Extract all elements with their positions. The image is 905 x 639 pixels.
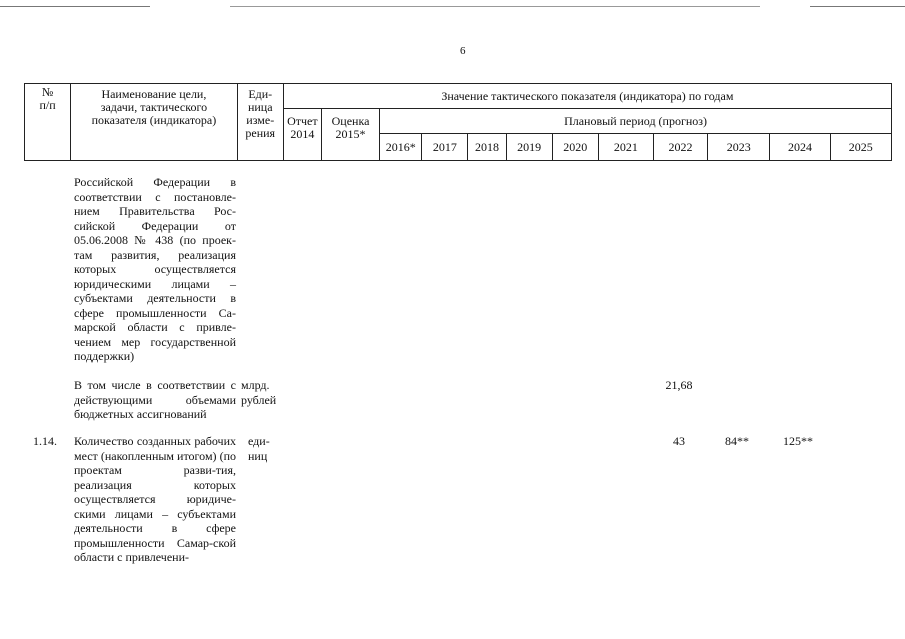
row-1-14-value-2024: 125** [783, 434, 813, 448]
header-num: № п/п [25, 84, 71, 161]
header-value-group: Значение тактического показателя (индикатора) по годам [283, 84, 891, 109]
header-estimate-2015: Оценка 2015* [321, 109, 379, 161]
row-budget-text: В том числе в соответствии с действующими объемами бюджетных ассигнований [74, 378, 236, 421]
header-year-2022: 2022 [653, 134, 707, 161]
header-year-2016: 2016* [380, 134, 422, 161]
row-continuation-text: Российской Федерации в соответствии с постановле-нием Правительства Рос-сийской Федерации от 05.06.2008 № 438 (по проек-там развития, реализация которых осуществляется юридическими лицами – субъектами деятельности в сфере промышленности Са-марской области с привле-чением мер государственной поддержки) [74, 175, 236, 363]
indicator-table-header [24, 83, 892, 161]
row-1-14-unit: еди-ниц [248, 434, 270, 463]
page-number: 6 [460, 45, 466, 57]
scan-edge-line-mid [230, 6, 760, 7]
header-report-2014: Отчет 2014 [283, 109, 321, 161]
row-1-14-value-2022: 43 [673, 434, 685, 448]
header-year-2020: 2020 [552, 134, 598, 161]
header-year-2019: 2019 [506, 134, 552, 161]
row-1-14-value-2023: 84** [725, 434, 749, 448]
header-name: Наименование цели, задачи, тактического показателя (индикатора) [71, 84, 238, 161]
row-1-14-num: 1.14. [33, 434, 57, 448]
scan-edge-line-right [810, 6, 905, 7]
row-1-14-text: Количество созданных рабочих мест (накопленным итогом) (по проектам разви-тия, реализация которых осуществляется юридиче-скими лицами – субъектами деятельности в сфере промышленности Самар-ской области с привлечени- [74, 434, 236, 564]
header-year-2023: 2023 [708, 134, 770, 161]
header-year-2018: 2018 [468, 134, 506, 161]
row-budget-unit: млрд. рублей [241, 378, 277, 407]
header-unit: Еди-ница изме-рения [237, 84, 283, 161]
header-year-2021: 2021 [598, 134, 653, 161]
header-year-2017: 2017 [422, 134, 468, 161]
header-year-2025: 2025 [830, 134, 891, 161]
header-year-2024: 2024 [770, 134, 830, 161]
row-budget-value-2022: 21,68 [665, 378, 693, 392]
scan-edge-line-left [0, 6, 150, 7]
header-plan-period: Плановый период (прогноз) [380, 109, 892, 134]
